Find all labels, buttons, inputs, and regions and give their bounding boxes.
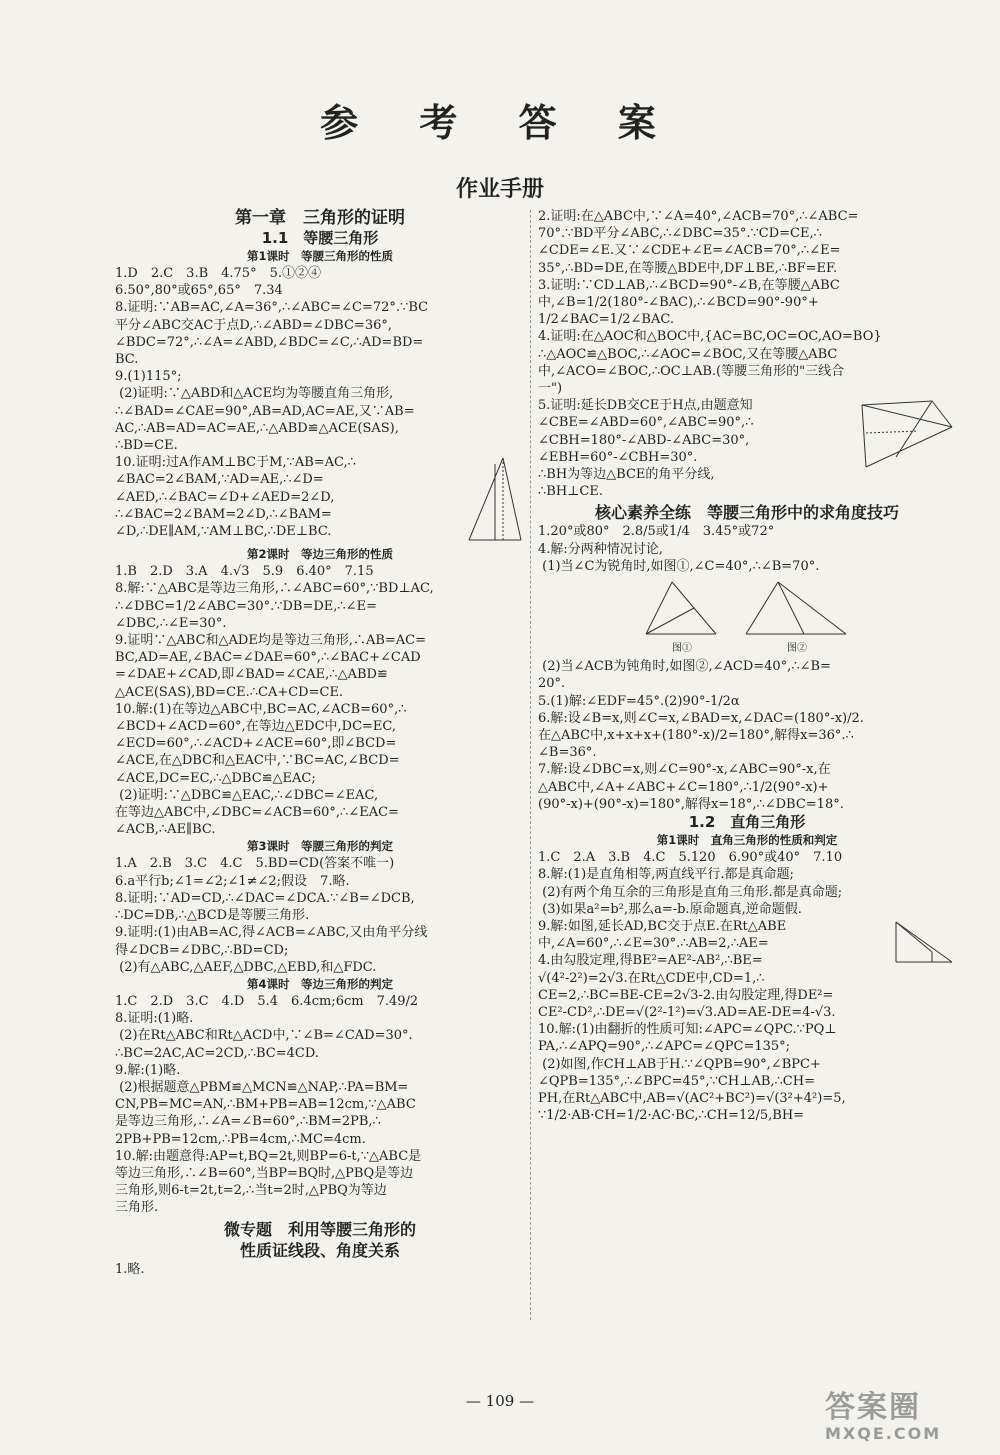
- answer-line: 5.证明:延长DB交CE于H点,由题意知: [538, 398, 753, 414]
- answer-line: CN,PB=MC=AN,∴BM+PB=AB=12cm,∵△ABC: [115, 1097, 416, 1113]
- right-column: [538, 208, 956, 1124]
- answer-line: ∠BDC=72°,∴∠A=∠ABD,∠BDC=∠C,∴AD=BD=: [115, 334, 424, 350]
- answer-line: 4.证明:在△AOC和△BOC中,{AC=BC,OC=OC,AO=BO}: [538, 329, 882, 345]
- answer-line: 8.证明:(1)略.: [115, 1011, 194, 1027]
- lesson1-answers: [115, 265, 525, 540]
- answer-line: 在等边△ABC中,∠DBC=∠ACB=60°,∴∠EAC=: [115, 805, 399, 821]
- chapter-heading: 第一章 三角形的证明: [235, 208, 405, 228]
- answer-line: 35°,∴BD=DE,在等腰△BDE中,DF⊥BE,∴BF=EF.: [538, 260, 838, 276]
- column-divider: [530, 210, 531, 1320]
- answer-line: 5.(1)解:∠EDF=45°.(2)90°-1/2α: [538, 693, 740, 709]
- answer-line: 1.D 2.C 3.B 4.75° 5.①②④: [115, 266, 321, 281]
- lesson-heading-3: 第3课时 等腰三角形的判定: [246, 839, 393, 854]
- answer-line: 8.证明:∵AD=CD,∴∠DAC=∠DCA.∵∠B=∠DCB,: [115, 890, 415, 906]
- lesson3-answers: [115, 855, 525, 975]
- answer-line: ∠BAC=2∠BAM,∵AD=AE,∴∠D=: [115, 472, 324, 488]
- lesson-heading-1-2: 第1课时 直角三角形的性质和判定: [656, 833, 838, 848]
- page-number: — 109 —: [465, 1392, 535, 1410]
- answer-line: 70°.∵BD平分∠ABC,∴∠DBC=35°.∵CD=CE,∴: [538, 226, 822, 242]
- triangle-figure-q10: [465, 454, 525, 546]
- answer-line: (2)当∠ACB为钝角时,如图②,∠ACD=40°,∴∠B=: [538, 659, 831, 675]
- answer-line: 在△ABC中,x+x+x+(180°-x)/2=180°,解得x=36°.∴: [538, 728, 854, 744]
- figure-2: [742, 578, 852, 655]
- answer-line: 1.A 2.B 3.C 4.C 5.BD=CD(答案不唯一): [115, 856, 395, 872]
- lesson-heading-1: 第1课时 等腰三角形的性质: [246, 249, 393, 263]
- answer-line: 8.证明:∵AB=AC,∠A=36°,∴∠ABC=∠C=72°.∵BC: [115, 300, 429, 316]
- answer-line: (2)如图,作CH⊥AB于H.∵∠QPB=90°,∠BPC+: [538, 1056, 821, 1072]
- answer-line: ∠AED,∴∠BAC=∠D+∠AED=2∠D,: [115, 489, 335, 505]
- watermark-text-bottom: MXQE.COM: [825, 1424, 942, 1443]
- answer-line: (2)根据题意△PBM≌△MCN≌△NAP,∴PA=BM=: [115, 1079, 409, 1095]
- answer-line: ∠B=36°.: [538, 745, 597, 761]
- answer-line: ∴BD=CE.: [115, 438, 178, 454]
- answer-line: 6.50°,80°或65°,65° 7.34: [115, 283, 283, 299]
- main-title: 参 考 答 案: [320, 101, 680, 145]
- answer-line: 3.证明:∵CD⊥AB,∴∠BCD=90°-∠B,在等腰△ABC: [538, 277, 840, 293]
- answer-line: 1.略.: [115, 1261, 145, 1277]
- answer-line: 6.a平行b;∠1=∠2;∠1≠∠2;假设 7.略.: [115, 873, 350, 889]
- core-answers-continued: [538, 658, 956, 813]
- answer-line: 三角形.: [115, 1200, 159, 1216]
- answer-line: 7.解:设∠DBC=x,则∠C=90°-x,∠ABC=90°-x,在: [538, 762, 831, 778]
- section-continued-answers: [538, 208, 956, 500]
- answer-line: 1/2∠BAC=1/2∠BAC.: [538, 312, 674, 328]
- answer-line: 1.C 2.D 3.C 4.D 5.4 6.4cm;6cm 7.49/2: [115, 993, 419, 1009]
- triangle-figure-2: [742, 578, 852, 638]
- answer-line: 4.由勾股定理,得BE²=AE²-AB²,∴BE=: [538, 953, 763, 969]
- answer-line: (90°-x)+(90°-x)=180°,解得x=18°,∴∠DBC=18°.: [538, 796, 844, 812]
- right-triangle-figure-q9: [892, 918, 956, 968]
- left-column: [115, 208, 525, 1278]
- answer-line: ∠ACE,在△DBC和△EAC中,∵BC=AC,∠BCD=: [115, 753, 400, 769]
- answer-line: 9.解:(1)略.: [115, 1062, 181, 1078]
- answer-line: 是等边三角形,∴∠A=∠B=60°,∴BM=2PB,∴: [115, 1114, 381, 1130]
- answer-line: (2)证明:∵△ABD和△ACE均为等腰直角三角形,: [115, 386, 394, 402]
- answer-line: CE=2,∴BC=BE-CE=2√3-2.由勾股定理,得DE²=: [538, 987, 834, 1003]
- answer-line: ∴BH⊥CE.: [538, 484, 603, 500]
- answer-line: ∴BH为等边△BCE的角平分线,: [538, 467, 715, 483]
- answer-line: 2PB+PB=12cm,∴PB=4cm,∴MC=4cm.: [115, 1131, 366, 1147]
- answer-line: PA,∴∠APQ=90°,∴∠APC=∠QPC=135°;: [538, 1039, 791, 1055]
- answer-line: ∴∠DBC=1/2∠ABC=30°.∵DB=DE,∴∠E=: [115, 598, 377, 614]
- answer-line: △ABC中,∠A+∠ABC+∠C=180°,∴1/2(90°-x)+: [538, 779, 829, 795]
- answer-line: 平分∠ABC交AC于点D,∴∠ABD=∠DBC=36°,: [115, 317, 392, 333]
- lesson2-answers: [115, 563, 525, 838]
- answer-line: ∠CDE=∠E.又∵∠CDE+∠E=∠ACB=70°,∴∠E=: [538, 243, 841, 259]
- answer-line: ∵1/2·AB·CH=1/2·AC·BC,∴CH=12/5,BH=: [538, 1108, 805, 1124]
- answer-line: 20°.: [538, 676, 566, 692]
- answer-line: 三角形,则6-t=2t,t=2,∴当t=2时,△PBQ为等边: [115, 1183, 387, 1199]
- answer-line: ∠DBC,∴∠E=30°.: [115, 615, 227, 631]
- answer-line: 中,∠A=60°,∴∠E=30°.∴AB=2,∴AE=: [538, 936, 769, 952]
- answer-line: 6.解:设∠B=x,则∠C=x,∠BAD=x,∠DAC=(180°-x)/2.: [538, 710, 864, 726]
- watermark-text-top: 答案圈: [825, 1390, 921, 1425]
- answer-line: 1.C 2.A 3.B 4.C 5.120 6.90°或40° 7.10: [538, 850, 843, 866]
- answer-line: BC,AD=AE,∠BAC=∠DAE=60°,∴∠BAC+∠CAD: [115, 650, 421, 666]
- answer-line: CE²-CD²,∴DE=√(2²-1²)=√3.AD=AE-DE=4-√3.: [538, 1004, 836, 1020]
- watermark-logo: [825, 1392, 990, 1448]
- answer-line: PH,在Rt△ABC中,AB=√(AC²+BC²)=√(3²+4²)=5,: [538, 1090, 846, 1106]
- answer-line: BC.: [115, 352, 139, 368]
- answer-line: ∠ACB,∴AE∥BC.: [115, 822, 216, 838]
- answer-line: AC,∴AB=AD=AC=AE,∴△ABD≌△ACE(SAS),: [115, 420, 399, 436]
- answer-line: ∴△AOC≌△BOC,∴∠AOC=∠BOC,又在等腰△ABC: [538, 346, 838, 362]
- answer-line: ∴∠BAC=2∠BAM=2∠D,∴∠BAM=: [115, 506, 332, 522]
- figure-1-label: 图①: [672, 643, 692, 655]
- answer-line: 得∠DCB=∠DBC,∴BD=CD;: [115, 942, 289, 958]
- answer-line: 9.(1)115°;: [115, 369, 182, 385]
- answer-line: 8.解:(1)是直角相等,两直线平行.都是真命题;: [538, 867, 794, 883]
- special-topic-heading-line2: 性质证线段、角度关系: [239, 1240, 400, 1260]
- answer-line: ∠ACE,DC=EC,∴△DBC≌△EAC;: [115, 770, 316, 786]
- special-topic-heading-line1: 微专题 利用等腰三角形的: [223, 1219, 416, 1239]
- figure-1: [642, 578, 722, 655]
- answer-line: √(4²-2²)=2√3.在Rt△CDE中,CD=1,∴: [538, 970, 765, 986]
- answer-line: (2)证明:∵△DBC≌△EAC,∴∠DBC=∠EAC,: [115, 787, 379, 803]
- lesson4-answers: [115, 993, 525, 1217]
- answer-line: ∠ECD=60°,∴∠ACD+∠ACE=60°,即∠BCD=: [115, 736, 397, 752]
- answer-line: 4.解:分两种情况讨论,: [538, 541, 663, 557]
- answer-line: (3)如果a²=b²,那么a=-b.原命题真,逆命题假.: [538, 901, 802, 917]
- lesson-heading-2: 第2课时 等边三角形的性质: [246, 547, 393, 562]
- answer-line: (2)在Rt△ABC和Rt△ACD中,∵∠B=∠CAD=30°.: [115, 1028, 413, 1044]
- triangle-figures: [538, 578, 956, 655]
- answer-line: 1.20°或80° 2.8/5或1/4 3.45°或72°: [538, 524, 775, 540]
- answer-line: ∴∠BAD=∠CAE=90°,AB=AD,AC=AE,又∵AB=: [115, 403, 415, 419]
- answer-line: ∠QPB=135°,∴∠BPC=45°,∵CH⊥AB,∴CH=: [538, 1073, 815, 1089]
- section-heading-1-2: 1.2 直角三角形: [688, 813, 806, 832]
- answer-line: ∠EBH=60°-∠CBH=30°.: [538, 449, 698, 465]
- answer-line: 9.证明∵△ABC和△ADE均是等边三角形,∴AB=AC=: [115, 633, 427, 649]
- answer-line: 1.B 2.D 3.A 4.√3 5.9 6.40° 7.15: [115, 564, 374, 580]
- figure-2-label: 图②: [787, 643, 807, 655]
- answer-line: 2.证明:在△ABC中,∵∠A=40°,∠ACB=70°,∴∠ABC=: [538, 209, 859, 224]
- lesson12-answers: [538, 849, 956, 1124]
- answer-line: 中,∠B=1/2(180°-∠BAC),∴∠BCD=90°-90°+: [538, 295, 819, 311]
- answer-line: ∠CBE=∠ABD=60°,∠ABC=90°,∴: [538, 415, 754, 431]
- answer-line: (2)有△ABC,△AEF,△DBC,△EBD,和△FDC.: [115, 959, 377, 975]
- lesson-heading-4: 第4课时 等边三角形的判定: [246, 976, 393, 991]
- core-answers: [538, 523, 956, 575]
- answer-line: 9.证明:(1)由AB=AC,得∠ACB=∠ABC,又由角平分线: [115, 925, 428, 941]
- section-heading-1-1: 1.1 等腰三角形: [261, 229, 379, 247]
- answer-line: 一"): [538, 381, 563, 397]
- answer-line: ∠D,∴DE∥AM,∵AM⊥BC,∴DE⊥BC.: [115, 524, 332, 540]
- answer-line: =∠DAE+∠CAD,即∠BAD=∠CAE,∴△ABD≌: [115, 667, 388, 683]
- answer-line: (2)有两个角互余的三角形是直角三角形.都是真命题;: [538, 884, 843, 900]
- core-section-heading: 核心素养全练 等腰三角形中的求角度技巧: [594, 503, 899, 523]
- answer-line: ∴DC=DB,∴△BCD是等腰三角形.: [115, 908, 310, 924]
- answer-line: 10.证明:过A作AM⊥BC于M,∵AB=AC,∴: [115, 455, 356, 471]
- answer-line: 中,∠ACO=∠BOC,∴OC⊥AB.(等腰三角形的"三线合: [538, 363, 845, 379]
- triangle-figure-1: [642, 578, 722, 638]
- quadrilateral-figure-q5: [856, 397, 956, 477]
- answer-line: 9.解:如图,延长AD,BC交于点E.在Rt△ABE: [538, 918, 787, 934]
- answer-line: ∠CBH=180°-∠ABD-∠ABC=30°,: [538, 432, 750, 448]
- answer-line: ∠BCD+∠ACD=60°,在等边△EDC中,DC=EC,: [115, 719, 397, 735]
- answer-line: 10.解:(1)在等边△ABC中,BC=AC,∠ACB=60°,∴: [115, 701, 407, 717]
- sub-title: 作业手册: [455, 177, 544, 202]
- answer-line: (1)当∠C为锐角时,如图①,∠C=40°,∴∠B=70°.: [538, 558, 820, 574]
- answer-line: 10.解:由题意得:AP=t,BQ=2t,则BP=6-t,∵△ABC是: [115, 1148, 422, 1164]
- answer-line: ∴BC=2AC,AC=2CD,∴BC=4CD.: [115, 1045, 319, 1061]
- answer-line: 等边三角形,∴∠B=60°,当BP=BQ时,△PBQ是等边: [115, 1165, 414, 1181]
- answer-line: 10.解:(1)由翻折的性质可知:∠APC=∠QPC.∵PQ⊥: [538, 1022, 837, 1038]
- answer-line: △ACE(SAS),BD=CE.∴CA+CD=CE.: [115, 684, 344, 700]
- answer-line: 8.解:∵△ABC是等边三角形,∴∠ABC=60°,∵BD⊥AC,: [115, 581, 434, 597]
